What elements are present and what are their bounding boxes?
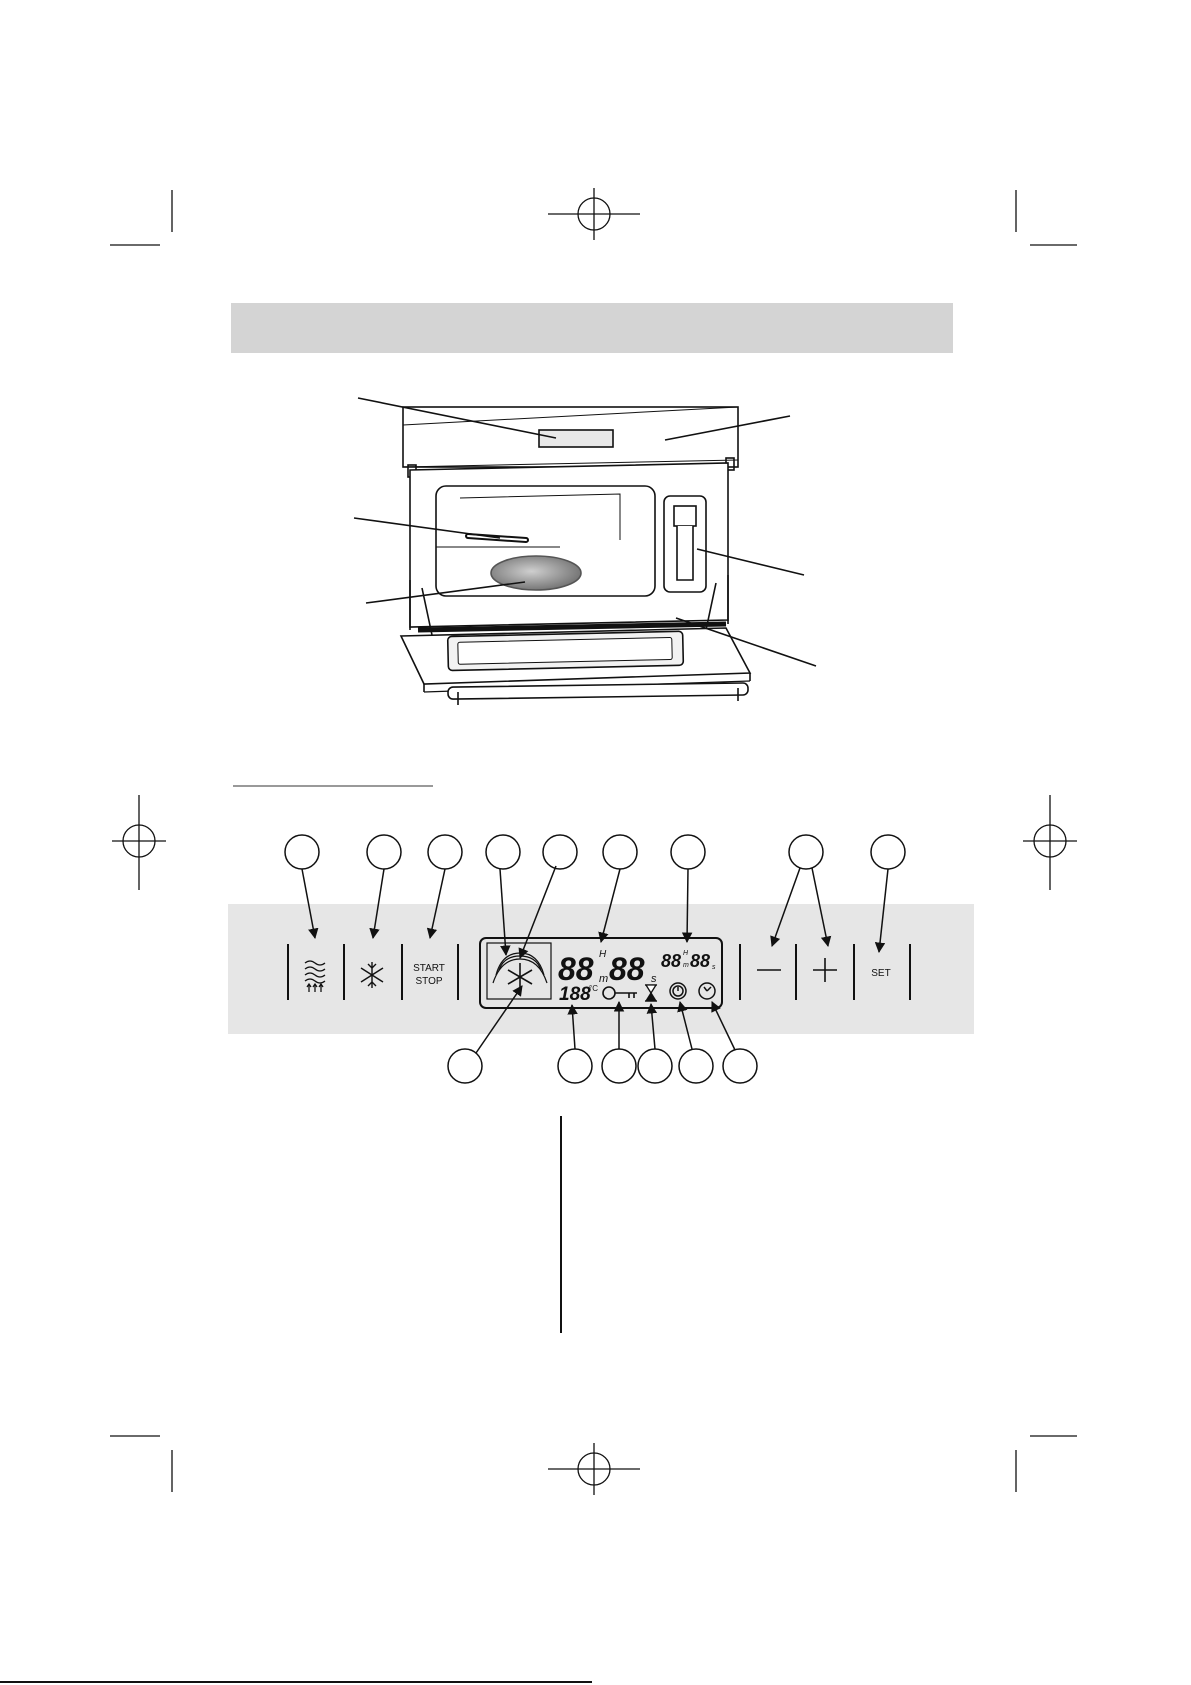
clock-digits-hours: 88 (661, 951, 682, 971)
oven-illustration (401, 407, 750, 705)
clock-minute-marker: m (683, 962, 689, 969)
callout-circles-bottom (448, 1049, 757, 1083)
hour-marker: H (599, 949, 607, 960)
clock-digits-minutes: 88 (690, 951, 711, 971)
second-marker: s (651, 973, 657, 985)
main-digits: 88 (558, 951, 594, 987)
sub-digits: 88 (609, 951, 645, 987)
set-label: SET (871, 968, 891, 979)
clock-second-marker: s (712, 964, 716, 971)
control-panel-band (228, 904, 974, 1034)
callout-circles-top (285, 835, 905, 869)
clock-icon (670, 983, 686, 999)
registration-marks (110, 188, 1077, 1495)
oven-door-handle (448, 683, 748, 699)
header-band (231, 303, 953, 353)
set-button[interactable] (871, 968, 890, 979)
temperature-unit: °C (589, 984, 598, 993)
clock-hour-marker: H (683, 950, 689, 957)
start-label: START (413, 963, 445, 974)
oven-display-window (539, 430, 613, 447)
temperature-digits: 188 (559, 984, 591, 1005)
stop-label: STOP (415, 976, 443, 987)
minute-marker: m (599, 973, 609, 985)
